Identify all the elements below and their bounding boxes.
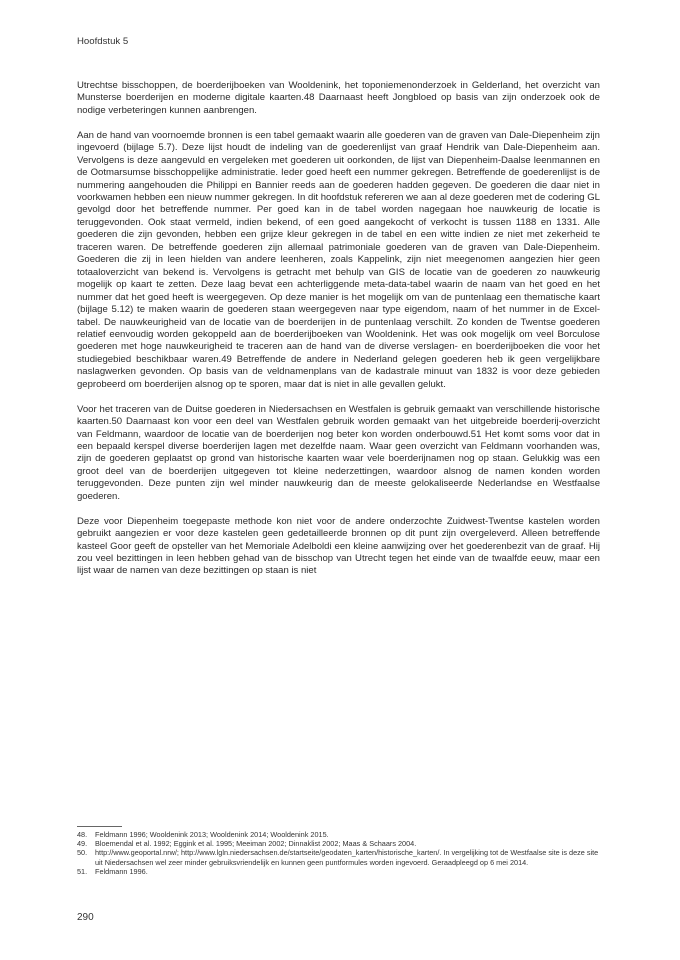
paragraph: Voor het traceren van de Duitse goederen in Niedersachsen en Westfalen is gebruik gemaakt van verschillende historische kaarten.50 Daarnaast kon voor een deel van Westfalen gebruik worden gemaakt van het uitgebreide boerderij-overzicht van Feldmann, waardoor de locatie van de boerderijen nog beter kon worden onderbouwd.51 Het komt soms voor dat in een bepaald kerspel diverse boerderijen lagen met dezelfde naam. Waar geen overzicht van Feldmann voorhanden was, zijn de goederen geplaatst op grond van historische kaarten waar vele boerderijnamen nog op staan. Gelukkig was een groot deel van de boerderijen uitgegeven tot kleine nederzettingen, waardoor alsnog de namen konden worden teruggevonden. Deze punten zijn wel minder nauwkeurig dan de meeste gelokaliseerde Nederlandse en Westfaalse goederen. — [77, 403, 600, 502]
footnote-text: Feldmann 1996; Wooldenink 2013; Wooldenink 2014; Wooldenink 2015. — [95, 830, 329, 839]
footnote-number: 50. — [77, 848, 88, 858]
paragraph: Deze voor Diepenheim toegepaste methode kon niet voor de andere onderzochte Zuidwest-Twentse kastelen worden gebruikt aangezien er voor deze kastelen geen gedetailleerde bronnen op dit punt zijn overgeleverd. Alleen betreffende kasteel Goor geeft de opsteller van het Memoriale Adelboldi een kleine aanwijzing over het goederenbezit van de graaf. Hij zou veel bezittingen in leen hebben gehad van de bisschop van Utrecht tegen het einde van de twaalfde eeuw, maar een lijst waar de namen van deze bezittingen op staan is niet — [77, 515, 600, 577]
footnotes — [77, 826, 600, 876]
running-header: Hoofdstuk 5 — [77, 36, 129, 47]
footnote-text: Feldmann 1996. — [95, 866, 148, 876]
footnote-divider — [77, 826, 122, 827]
footnote — [77, 848, 600, 866]
paragraph: Utrechtse bisschoppen, de boerderijboeken van Wooldenink, het toponiemenonderzoek in Gelderland, het overzicht van Munsterse boerderijen en moderne digitale kaarten.48 Daarnaast heeft Jongbloed op basis van zijn onderzoek ook de nodige verbeteringen kunnen aanbrengen. — [77, 80, 600, 116]
paragraph: Aan de hand van voornoemde bronnen is een tabel gemaakt waarin alle goederen van de graven van Dale-Diepenheim zijn ingevoerd (bijlage 5.7). Deze lijst houdt de indeling van de goederenlijst van graaf Hendrik van Dale-Diepenheim aan. Vervolgens is deze aangevuld en vergeleken met goederen uit oorkonden, de lijst van Diepenheim-Daalse leenmannen en de Ootmarsumse bisschoppelijke administratie. Ieder goed heeft een nummer gekregen. Betreffende de goederenlijst is de nummering aangehouden die Philippi en Bannier reeds aan de goederen hadden gegeven. De goederen die daar niet in voorkwamen hebben een nieuw nummer gekregen. In dit hoofdstuk refereren we aan al deze goederen met de codering GL gevolgd door het betreffende nummer. Per goed kan in de tabel worden nagegaan hoe nauwkeurig de locatie is teruggevonden. Ook staat vermeld, indien bekend, of een goed aangekocht of verkocht is tussen 1188 en 1331. Alle goederen die zijn gevonden, hebben een grijze kleur gekregen in de tabel en een witte indien ze niet met zekerheid te traceren waren. De betreffende goederen zijn allemaal patrimoniale goederen van de graven van Dale-Diepenheim. Goederen die zij in leen hielden van andere leenheren, zoals Kappelink, zijn niet meegenomen aangezien hier geen totaaloverzicht van bekend is. Vervolgens is getracht met behulp van GIS de locatie van de goederen zo nauwkeurig mogelijk op kaart te zetten. Deze laag bevat een achterliggende meta-data-tabel waarin de naam van het goed en het nummer dat het goed heeft is weergegeven. Op deze manier is het mogelijk om van de puntenlaag een thematische kaart (bijlage 5.12) te maken waarin de goederen staan weergegeven naar type eigendom, naam of het nummer in de Excel-tabel. De nauwkeurigheid van de locatie van de boerderijen in de puntenlaag verschilt. Zo konden de Twentse goederen relatief eenvoudig worden gekoppeld aan de boerderijboeken van Wooldenink. Het was ook mogelijk om veel Borculose goederen met hoge nauwkeurigheid te traceren aan de hand van de diverse verslagen- en boerderijboeken die voor het studiegebied beschikbaar waren.49 Betreffende de andere in Nederland gelegen goederen heb ik geen vergelijkbare naslagwerken gevonden. Op basis van de veldnamenplans van de kadastrale minuut van 1832 is voor deze gebieden geprobeerd om boerderijen alsnog op te sporen, maar dat is niet in alle gevallen gelukt. — [77, 129, 600, 390]
footnote-number: 51. — [77, 866, 88, 876]
footnote — [77, 839, 600, 848]
footnote — [77, 867, 600, 876]
footnote-number: 49. — [77, 839, 88, 849]
footnote-text: http://www.geoportal.nrw/; http://www.lgln.niedersachsen.de/startseite/geodaten_karten/historische_karten/. In vergelijking tot de Westfaalse site is deze site uit Niedersachsen wel zeer minder gebruiksvriendelijk en kunnen geen puntformules worden ingevoerd. Geraadpleegd op 6 mei 2014. — [95, 848, 599, 867]
page-number: 290 — [77, 912, 94, 923]
footnote — [77, 830, 600, 839]
footnote-number: 48. — [77, 830, 88, 839]
footnote-text: Bloemendal et al. 1992; Eggink et al. 1995; Meeiman 2002; Dinnaklist 2002; Maas & Schaars 2004. — [95, 839, 417, 849]
body-text — [77, 80, 600, 578]
